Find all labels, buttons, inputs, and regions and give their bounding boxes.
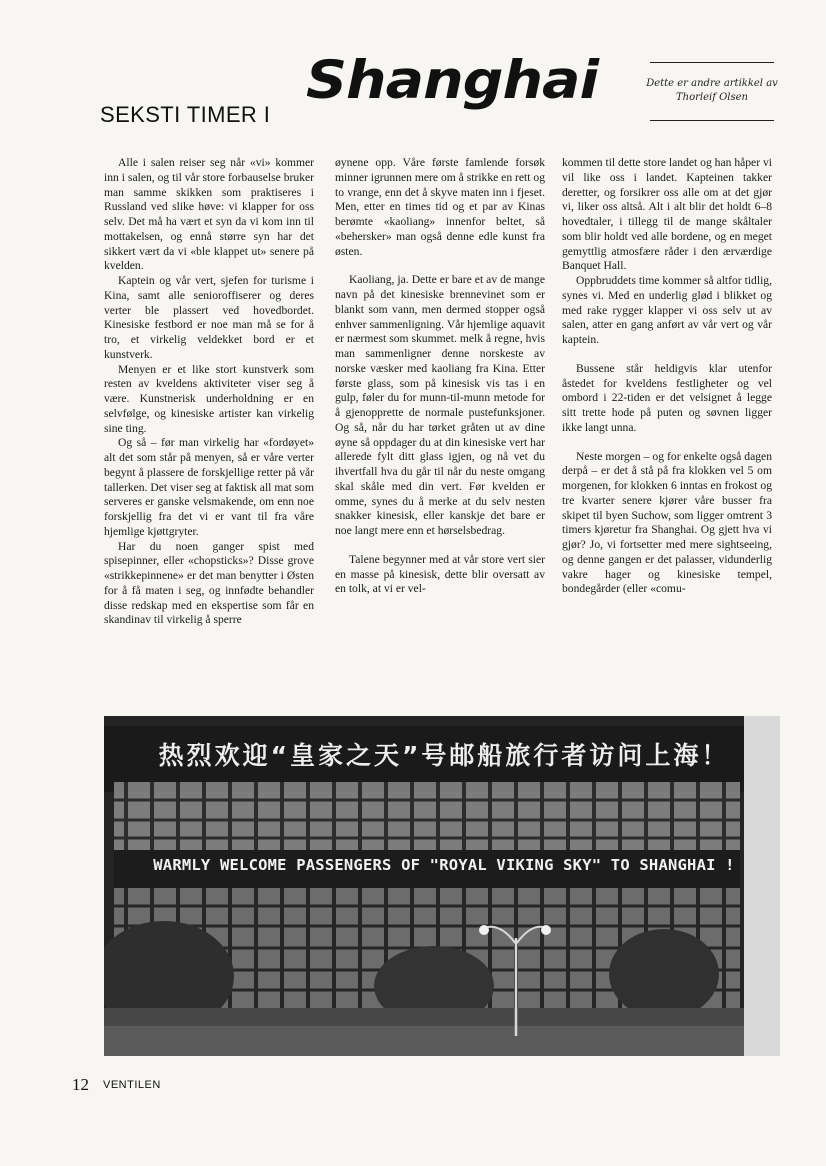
article-paragraph: Neste morgen – og for enkelte også dagen derpå – er det å stå på fra klokken vel 5 om morgenen, for klokken 6 inntas en frokost og tre kvarter senere kjører våre busser fra skipet til byen Suchow, som ligger omtrent 3 timers kjøretur fra Shanghai. Og gjett hva vi gjør? Jo, vi fortsetter med mere sightseeing, og denne gangen er det palasser, vidunderlig vakre hager og kinesiske tempel, bondegårder (eller «comu-	[562, 449, 772, 596]
article-kicker: SEKSTI TIMER I	[100, 102, 271, 127]
byline-line: Dette er andre artikkel av	[646, 78, 778, 89]
article-paragraph: Bussene står heldigvis klar utenfor åstedet for kveldens festligheter og vel ombord i 22-tiden er det velsignet å legge sitt trette hode på puten og søvnen ligger ikke langt unna.	[562, 361, 772, 434]
article-title: Shanghai	[306, 50, 599, 111]
byline-rule-top	[650, 62, 774, 63]
byline-author: Thorleif Olsen	[676, 92, 748, 103]
text-column-1	[104, 156, 314, 628]
article-paragraph: Kaoliang, ja. Dette er bare et av de mange navn på det kinesiske brennevinet som er blankt som vann, men dermed stopper også enhver sammenligning. Vår hjemlige aquavit er nærmest som skummet. melk å regne, hvis man sammenligner denne norskeste av norske væsker med kaoliang fra Kina. Etter første glass, som på kinesisk vis tas i en gulp, føler du for munn-til-munn metode for å gjenopprette de normale pustefunksjoner. Og så, når du har tørket gråten ut av dine øyne så oppdager du at din kinesiske vert har allerede fylt ditt glass igjen, og nå vet du ihvertfall hva du går til når du neste omgang skal skåle med din vert. Før kvelden er omme, synes du å merke at du selv nesten snakker kinesisk, eller kanskje det bare er noe langt mere enn et hørselsbedrag.	[335, 273, 545, 537]
page-number: 12	[72, 1075, 89, 1094]
article-paragraph: kommen til dette store landet og han håper vi vil like oss i landet. Kapteinen takker deretter, og forsikrer oss alle om at det gjør vi, liker oss altså. Alt i alt blir det holdt 6–8 hovedtaler, i tillegg til de mange skåltaler som blir holdt ved alle bordene, og en meget gemyttlig atmosfære råder i den ærværdige Banquet Hall.	[562, 156, 772, 273]
article-paragraph: Talene begynner med at vår store vert sier en masse på kinesisk, dette blir oversatt av en tolk, at vi er vel-	[335, 552, 545, 596]
bleed-through-decoration	[100, 52, 115, 103]
byline	[646, 77, 778, 105]
article-paragraph: Oppbruddets time kommer så altfor tidlig, synes vi. Med en underlig glød i blikket og med rake rygger klapper vi oss selv ut av salen, atter en gang anført av vår vert og vår kaptein.	[562, 274, 772, 346]
article-paragraph: øynene opp. Våre første famlende forsøk minner igrunnen mere om å strikke en rett og to vrange, enn det å skyve maten inn i fjeset. Men, etter en times tid og et par av Kinas berømte «kaoliang» innenfor beltet, så «behersker» man også denne edle kunst fra østen.	[335, 156, 545, 258]
magazine-name: VENTILEN	[103, 1079, 161, 1091]
article-paragraph: Og så – før man virkelig har «fordøyet» alt det som står på menyen, så er våre verter begynt å plassere de forskjellige retter på vår tallerken. Det viser seg at faktisk all mat som serveres er ganske velsmakende, om enn noe forskjellig fra det vi er vant til fra våre hjemlige kjøttgryter.	[104, 436, 314, 538]
article-paragraph: Menyen er et like stort kunstverk som resten av kveldens aktiviteter viser seg å være. Kunstnerisk underholdning er en selvfølge, og kinesiske artister kan virkelig sine ting.	[104, 362, 314, 435]
article-paragraph: Alle i salen reiser seg når «vi» kommer inn i salen, og til vår store forbauselse bruker man samme skikken som praktiseres i Russland ved slike høve: vi klapper for oss selv. Det må ha vært et syn da vi kom inn til mottakelsen, og ennå større syn har det sikkert vært da vi «ble klappet ut» senere på kvelden.	[104, 156, 314, 273]
text-column-3	[562, 156, 772, 597]
article-paragraph: Kaptein og vår vert, sjefen for turisme i Kina, samt alle senioroffiserer og deres verter ble plassert ved hovedbordet. Kinesiske festbord er noe man må se for å tro, et virkelig veldekket bord er et kunstverk.	[104, 274, 314, 361]
text-column-2	[335, 156, 545, 597]
terminal-photo	[104, 716, 780, 1056]
article-paragraph: Har du noen ganger spist med spisepinner, eller «chopsticks»? Disse grove «strikkepinnene» er det man benytter i Østen for å få maten i seg, og innfødte behandler disse redskap med en ekspertise som får en skandinav til virkelig å sperre	[104, 539, 314, 627]
photo-banner-english: WARMLY WELCOME PASSENGERS OF "ROYAL VIKING SKY" TO SHANGHAI !	[153, 856, 735, 874]
photo-banner-chinese: 热烈欢迎“皇家之天”号邮船旅行者访问上海！	[158, 741, 730, 770]
byline-rule-bottom	[650, 120, 774, 121]
